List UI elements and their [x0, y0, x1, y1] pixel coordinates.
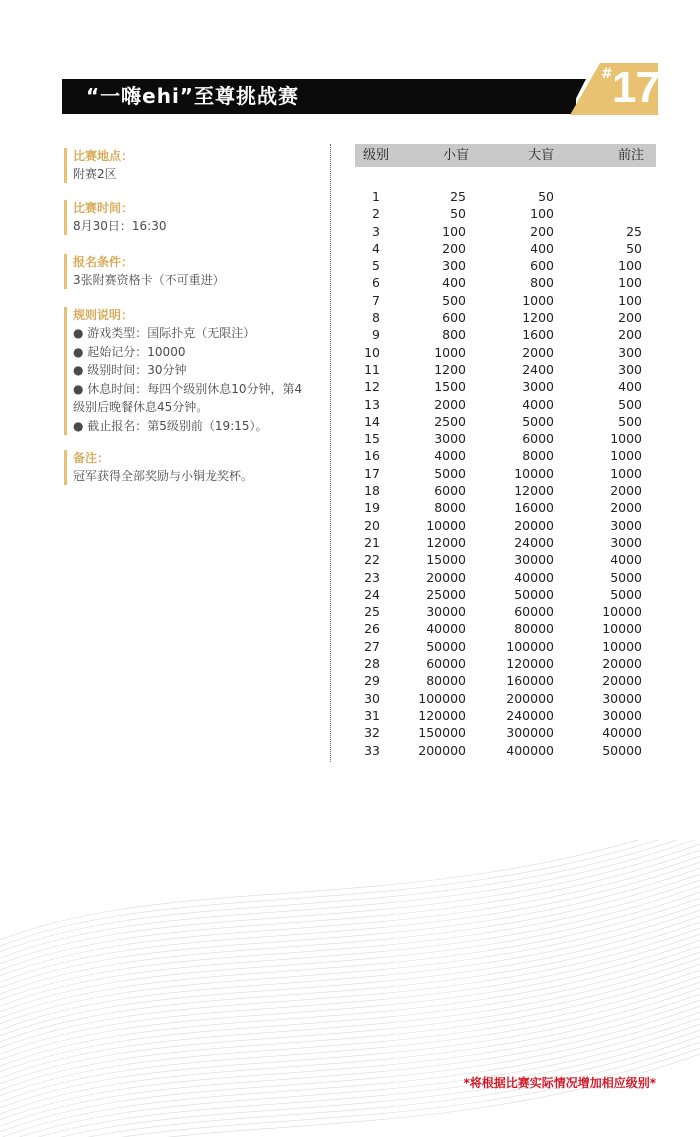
ante-cell: 1000 — [610, 448, 642, 464]
ante-cell: 5000 — [610, 586, 642, 602]
small-blind-cell: 3000 — [434, 431, 466, 447]
small-blind-cell: 80000 — [426, 673, 466, 689]
rule-line: ● 级别时间：30分钟 — [73, 363, 187, 377]
table-row — [355, 188, 656, 205]
level-cell: 19 — [364, 500, 380, 516]
big-blind-cell: 300000 — [506, 725, 554, 741]
notes-value: 冠军获得全部奖励与小铜龙奖杯。 — [73, 469, 254, 483]
small-blind-cell: 200000 — [418, 742, 466, 758]
level-cell: 30 — [364, 690, 380, 706]
table-row — [355, 517, 656, 534]
table-row — [355, 724, 656, 741]
big-blind-cell: 50 — [538, 189, 554, 204]
table-row — [355, 742, 656, 759]
ante-cell: 100 — [618, 258, 642, 274]
notes-label: 备注： — [73, 451, 110, 465]
title-banner — [62, 79, 576, 114]
rules-section — [64, 307, 326, 435]
level-cell: 11 — [364, 361, 380, 377]
level-cell: 3 — [372, 223, 380, 239]
level-cell: 24 — [364, 586, 380, 602]
header-ante: 前注 — [618, 148, 645, 163]
small-blind-cell: 8000 — [434, 500, 466, 516]
big-blind-cell: 30000 — [514, 552, 554, 568]
ante-cell: 500 — [618, 413, 642, 429]
small-blind-cell: 6000 — [434, 483, 466, 499]
big-blind-cell: 40000 — [514, 569, 554, 585]
ante-cell: 50000 — [602, 742, 642, 758]
big-blind-cell: 160000 — [506, 673, 554, 689]
table-row — [355, 361, 656, 378]
rule-line: ● 休息时间：每四个级别休息10分钟，第4 — [73, 381, 303, 396]
table-row — [355, 482, 656, 499]
small-blind-cell: 60000 — [426, 656, 466, 672]
big-blind-cell: 50000 — [514, 586, 554, 602]
level-cell: 31 — [364, 707, 380, 723]
blind-table-body — [355, 188, 656, 759]
big-blind-cell: 16000 — [514, 500, 554, 516]
small-blind-cell: 2500 — [434, 413, 466, 429]
time-value: 8月30日：16:30 — [73, 219, 167, 233]
column-divider — [330, 144, 331, 762]
level-cell: 33 — [364, 742, 380, 758]
big-blind-cell: 2400 — [522, 361, 554, 377]
big-blind-cell: 80000 — [514, 621, 554, 637]
table-row — [355, 344, 656, 361]
entry-value: 3张附赛资格卡（不可重进） — [73, 273, 225, 287]
ante-cell: 200 — [618, 327, 642, 343]
venue-value: 附赛2区 — [73, 167, 117, 181]
small-blind-cell: 40000 — [426, 621, 466, 637]
header-small-blind: 小盲 — [443, 148, 470, 163]
small-blind-cell: 1200 — [434, 361, 466, 377]
level-cell: 10 — [364, 344, 380, 360]
ante-cell: 3000 — [610, 517, 642, 533]
small-blind-cell: 4000 — [434, 448, 466, 464]
table-row — [355, 274, 656, 291]
level-cell: 4 — [372, 240, 380, 256]
level-cell: 29 — [364, 673, 380, 689]
ante-cell: 4000 — [610, 552, 642, 568]
small-blind-cell: 15000 — [426, 552, 466, 568]
table-row — [355, 620, 656, 637]
time-label: 比赛时间： — [73, 201, 134, 215]
ante-cell: 100 — [618, 292, 642, 308]
small-blind-cell: 10000 — [426, 517, 466, 533]
level-cell: 26 — [364, 621, 380, 637]
table-row — [355, 534, 656, 551]
big-blind-cell: 4000 — [522, 396, 554, 412]
ante-cell: 5000 — [610, 569, 642, 585]
small-blind-cell: 30000 — [426, 604, 466, 620]
table-row — [355, 499, 656, 516]
ante-cell: 50 — [626, 240, 642, 256]
venue-label: 比赛地点： — [73, 149, 134, 163]
footnote: *将根据比赛实际情况增加相应级别* — [463, 1076, 656, 1090]
ante-cell: 20000 — [602, 656, 642, 672]
level-cell: 8 — [372, 310, 380, 326]
rule-line: ● 截止报名：第5级别前（19:15）。 — [73, 418, 268, 433]
level-cell: 16 — [364, 448, 380, 464]
big-blind-cell: 3000 — [522, 379, 554, 395]
ante-cell: 300 — [618, 361, 642, 377]
small-blind-cell: 400 — [442, 275, 466, 291]
level-cell: 17 — [364, 465, 380, 481]
ante-cell: 300 — [618, 344, 642, 360]
level-cell: 9 — [372, 327, 380, 343]
big-blind-cell: 200 — [530, 223, 554, 239]
level-cell: 18 — [364, 483, 380, 499]
ante-cell: 20000 — [602, 673, 642, 689]
level-cell: 6 — [372, 275, 380, 291]
small-blind-cell: 12000 — [426, 534, 466, 550]
big-blind-cell: 1200 — [522, 310, 554, 326]
table-row — [355, 396, 656, 413]
table-row — [355, 309, 656, 326]
ante-cell: 2000 — [610, 500, 642, 516]
small-blind-cell: 800 — [442, 327, 466, 343]
small-blind-cell: 100000 — [418, 690, 466, 706]
big-blind-cell: 100000 — [506, 638, 554, 654]
level-cell: 2 — [372, 206, 380, 222]
table-row — [355, 413, 656, 430]
small-blind-cell: 1000 — [434, 344, 466, 360]
table-row — [355, 292, 656, 309]
table-row — [355, 586, 656, 603]
small-blind-cell: 20000 — [426, 569, 466, 585]
level-cell: 13 — [364, 396, 380, 412]
badge-hash-symbol: # — [601, 66, 613, 82]
level-cell: 1 — [372, 189, 380, 204]
small-blind-cell: 50000 — [426, 638, 466, 654]
small-blind-cell: 1500 — [434, 379, 466, 395]
ante-cell: 10000 — [602, 621, 642, 637]
ante-cell: 200 — [618, 310, 642, 326]
level-cell: 21 — [364, 534, 380, 550]
table-row — [355, 447, 656, 464]
blind-table-header — [355, 144, 656, 167]
small-blind-cell: 25 — [450, 189, 466, 204]
big-blind-cell: 600 — [530, 258, 554, 274]
table-row — [355, 707, 656, 724]
ante-cell: 3000 — [610, 534, 642, 550]
level-cell: 7 — [372, 292, 380, 308]
level-cell: 32 — [364, 725, 380, 741]
ante-cell: 400 — [618, 379, 642, 395]
big-blind-cell: 1600 — [522, 327, 554, 343]
small-blind-cell: 600 — [442, 310, 466, 326]
ante-cell: 10000 — [602, 638, 642, 654]
table-row — [355, 569, 656, 586]
background-wave-decoration — [0, 840, 700, 1137]
table-row — [355, 603, 656, 620]
big-blind-cell: 240000 — [506, 707, 554, 723]
ante-cell: 40000 — [602, 725, 642, 741]
small-blind-cell: 120000 — [418, 707, 466, 723]
table-row — [355, 430, 656, 447]
level-cell: 20 — [364, 517, 380, 533]
big-blind-cell: 400000 — [506, 742, 554, 758]
event-number: 17 — [612, 63, 659, 112]
big-blind-cell: 200000 — [506, 690, 554, 706]
big-blind-cell: 10000 — [514, 465, 554, 481]
big-blind-cell: 2000 — [522, 344, 554, 360]
big-blind-cell: 20000 — [514, 517, 554, 533]
table-row — [355, 690, 656, 707]
big-blind-cell: 400 — [530, 240, 554, 256]
page-title: “一嗨ehi”至尊挑战赛 — [86, 84, 299, 108]
notes-section — [64, 450, 326, 485]
big-blind-cell: 800 — [530, 275, 554, 291]
level-cell: 27 — [364, 638, 380, 654]
big-blind-cell: 6000 — [522, 431, 554, 447]
table-row — [355, 205, 656, 222]
ante-cell: 30000 — [602, 707, 642, 723]
table-row — [355, 551, 656, 568]
big-blind-cell: 60000 — [514, 604, 554, 620]
big-blind-cell: 120000 — [506, 656, 554, 672]
small-blind-cell: 50 — [450, 206, 466, 222]
table-row — [355, 465, 656, 482]
small-blind-cell: 500 — [442, 292, 466, 308]
header-big-blind: 大盲 — [528, 148, 555, 163]
time-section — [64, 200, 326, 235]
rule-line: ● 起始记分：10000 — [73, 344, 186, 359]
header-level: 级别 — [363, 148, 390, 163]
ante-cell: 1000 — [610, 465, 642, 481]
rule-line: 级别后晚餐休息45分钟。 — [73, 400, 209, 414]
table-row — [355, 378, 656, 395]
level-cell: 25 — [364, 604, 380, 620]
level-cell: 28 — [364, 656, 380, 672]
table-row — [355, 223, 656, 240]
level-cell: 22 — [364, 552, 380, 568]
table-row — [355, 257, 656, 274]
table-row — [355, 326, 656, 343]
small-blind-cell: 150000 — [418, 725, 466, 741]
table-row — [355, 655, 656, 672]
small-blind-cell: 200 — [442, 240, 466, 256]
entry-section — [64, 254, 326, 289]
ante-cell: 2000 — [610, 483, 642, 499]
rules-label: 规则说明： — [73, 308, 134, 322]
small-blind-cell: 100 — [442, 223, 466, 239]
small-blind-cell: 25000 — [426, 586, 466, 602]
table-row — [355, 638, 656, 655]
rule-line: ● 游戏类型：国际扑克（无限注） — [73, 326, 256, 340]
big-blind-cell: 24000 — [514, 534, 554, 550]
table-row — [355, 240, 656, 257]
ante-cell: 1000 — [610, 431, 642, 447]
small-blind-cell: 5000 — [434, 465, 466, 481]
ante-cell: 100 — [618, 275, 642, 291]
level-cell: 12 — [364, 379, 380, 395]
ante-cell: 30000 — [602, 690, 642, 706]
entry-label: 报名条件： — [73, 255, 134, 269]
big-blind-cell: 1000 — [522, 292, 554, 308]
small-blind-cell: 300 — [442, 258, 466, 274]
ante-cell: 500 — [618, 396, 642, 412]
ante-cell: 10000 — [602, 604, 642, 620]
big-blind-cell: 100 — [530, 206, 554, 222]
small-blind-cell: 2000 — [434, 396, 466, 412]
table-row — [355, 672, 656, 689]
level-cell: 5 — [372, 258, 380, 274]
venue-section — [64, 148, 326, 183]
level-cell: 15 — [364, 431, 380, 447]
big-blind-cell: 8000 — [522, 448, 554, 464]
level-cell: 23 — [364, 569, 380, 585]
level-cell: 14 — [364, 413, 380, 429]
big-blind-cell: 12000 — [514, 483, 554, 499]
big-blind-cell: 5000 — [522, 413, 554, 429]
ante-cell: 25 — [626, 223, 642, 239]
